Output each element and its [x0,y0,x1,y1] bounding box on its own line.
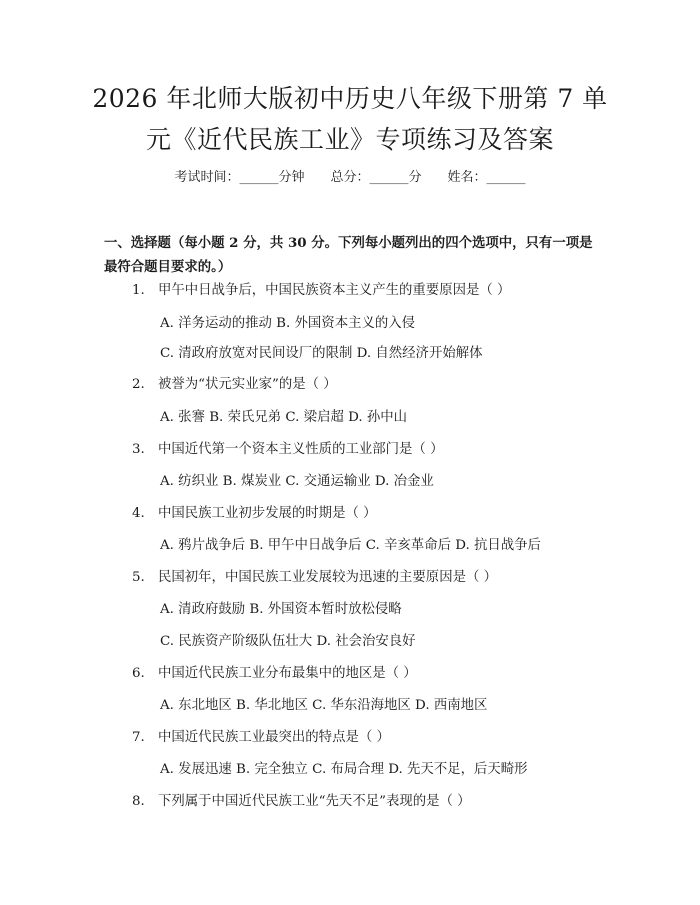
question-number: 4. [132,506,145,521]
question-text: 中国民族工业初步发展的时期是（ ） [158,506,377,521]
question-text: 下列属于中国近代民族工业“先天不足”表现的是（ ） [158,794,471,809]
document-title [60,78,640,160]
title-line-2: 元《近代民族工业》专项练习及答案 [145,125,554,154]
question-text: 中国近代第一个资本主义性质的工业部门是（ ） [158,442,444,457]
question-number: 3. [132,442,145,457]
question-6 [132,664,417,684]
question-4-options: A. 鸦片战争后 B. 甲午中日战争后 C. 辛亥革命后 D. 抗日战争后 [160,538,541,553]
exam-name: 姓名：______ [447,170,526,185]
question-number: 7. [132,730,145,745]
question-3 [132,440,443,460]
question-8 [132,792,471,812]
question-number: 8. [132,794,145,809]
question-4 [132,504,377,524]
exam-info [0,168,700,188]
question-3-options: A. 纺织业 B. 煤炭业 C. 交通运输业 D. 冶金业 [160,474,434,489]
question-number: 5. [132,570,145,585]
section-heading: 一、选择题（每小题 2 分，共 30 分。下列每小题列出的四个选项中，只有一项是最符合题目要求的。） [104,235,593,275]
question-7 [132,728,390,748]
question-number: 6. [132,666,145,681]
question-number: 2. [132,377,145,392]
question-1-options-c: C. 清政府放宽对民间设厂的限制 D. 自然经济开始解体 [160,346,483,361]
title-line-1: 2026 年北师大版初中历史八年级下册第 7 单 [92,84,608,113]
question-1-options-a: A. 洋务运动的推动 B. 外国资本主义的入侵 [160,316,416,331]
question-5-options-c: C. 民族资产阶级队伍壮大 D. 社会治安良好 [160,634,416,649]
question-2 [132,375,337,395]
question-text: 被誉为“状元实业家”的是（ ） [158,377,337,392]
question-5-options-a: A. 清政府鼓励 B. 外国资本暂时放松侵略 [160,602,402,617]
question-6-options: A. 东北地区 B. 华北地区 C. 华东沿海地区 D. 西南地区 [160,698,488,713]
question-text: 中国近代民族工业分布最集中的地区是（ ） [158,666,417,681]
question-number: 1. [132,283,145,298]
question-text: 甲午中日战争后，中国民族资本主义产生的重要原因是（ ） [158,283,511,298]
question-7-options: A. 发展迅速 B. 完全独立 C. 布局合理 D. 先天不足，后天畸形 [160,762,528,777]
question-2-options: A. 张謇 B. 荣氏兄弟 C. 梁启超 D. 孙中山 [160,410,408,425]
exam-time: 考试时间：______分钟 [174,170,305,185]
question-1 [132,281,510,301]
question-text: 中国近代民族工业最突出的特点是（ ） [158,730,390,745]
question-text: 民国初年，中国民族工业发展较为迅速的主要原因是（ ） [158,570,498,585]
question-5 [132,568,497,588]
exam-score: 总分：______分 [330,170,422,185]
